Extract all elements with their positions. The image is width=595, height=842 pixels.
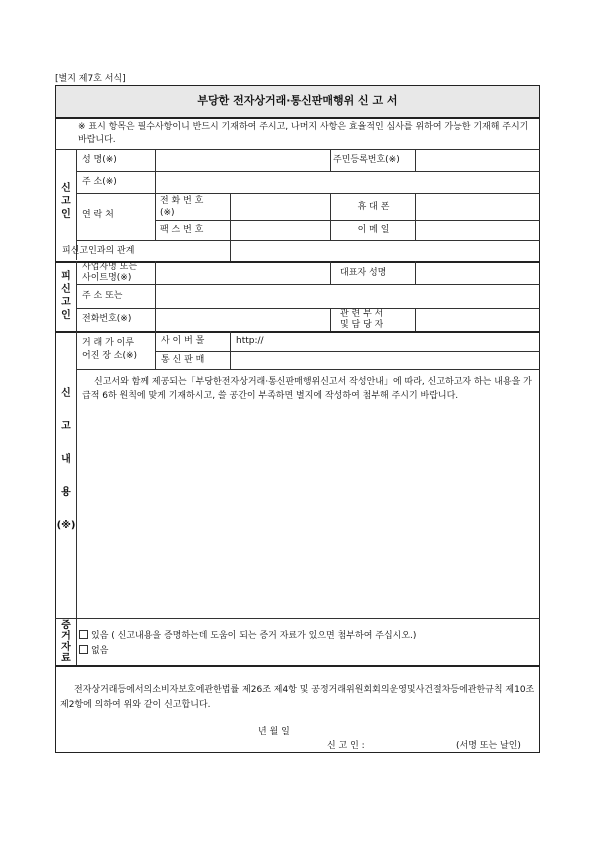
evidence-no-checkbox[interactable] — [79, 645, 88, 654]
reporter-sign-field[interactable] — [378, 738, 453, 752]
contact-label: 연 락 처 — [82, 210, 114, 220]
business-name-field[interactable] — [156, 262, 329, 284]
evidence-section-label: 증 거 자 료 — [61, 620, 71, 664]
mail-order-label: 통 신 판 매 — [161, 355, 205, 365]
relation-label: 피신고인과의 관계 — [62, 246, 135, 256]
content-section-label: 신 고 내 용 (※) — [56, 388, 76, 531]
phone-label: 전 화 번 호 (※) — [160, 196, 204, 218]
address-label: 주 소(※) — [82, 177, 117, 187]
respondent-phone-field[interactable] — [156, 309, 329, 331]
respondent-phone-label: 전화번호(※) — [82, 314, 132, 324]
content-instruction: 신고서와 함께 제공되는「부당한전자상거래·통신판매행위신고서 작성안내」에 따라, 신고하고자 하는 내용을 가급적 6하 원칙에 맞게 기재하시고, 쓸 공간이 부족하면 별지에 작성하여 첨부해 주시기 바랍니다. — [82, 377, 532, 401]
transaction-place-label: 거 래 가 이루 어진 장 소(※) — [82, 338, 138, 361]
department-label: 관 련 부 서 및 담 당 자 — [340, 309, 384, 330]
fax-field[interactable] — [231, 221, 329, 240]
form-title: 부당한 전자상거래·통신판매행위 신 고 서 — [197, 94, 398, 107]
mobile-label: 휴 대 폰 — [357, 202, 390, 212]
email-label: 이 메 일 — [357, 225, 390, 235]
cyber-mall-value[interactable]: http:// — [236, 336, 264, 346]
content-textarea[interactable] — [77, 420, 539, 617]
evidence-no-option[interactable] — [79, 645, 108, 657]
mobile-field[interactable] — [416, 194, 539, 220]
department-field[interactable] — [416, 309, 539, 331]
name-label: 성 명(※) — [82, 155, 117, 165]
resident-number-label: 주민등록번호(※) — [333, 155, 400, 165]
respondent-address-label: 주 소 또는 — [82, 291, 123, 301]
address-field[interactable] — [156, 172, 539, 193]
respondent-section-label: 피 신 고 인 — [61, 271, 71, 321]
date-label: 년 월 일 — [258, 727, 290, 737]
evidence-yes-label: 있음 ( 신고내용을 증명하는데 도움이 되는 증거 자료가 있으면 첨부하여 주십시오.) — [91, 631, 417, 641]
form-number: [별지 제7호 서식] — [55, 74, 126, 84]
reporter-section-label: 신 고 인 — [61, 183, 71, 220]
relation-field[interactable] — [231, 241, 539, 260]
respondent-address-field[interactable] — [156, 285, 539, 308]
business-name-label: 사업자명 또는 사이트명(※) — [82, 262, 138, 283]
evidence-yes-checkbox[interactable] — [79, 630, 88, 639]
reporter-sign-label: 신 고 인 : — [327, 741, 365, 751]
sign-note: (서명 또는 날인) — [456, 741, 521, 751]
email-field[interactable] — [416, 221, 539, 240]
phone-field[interactable] — [231, 194, 329, 220]
cyber-mall-label: 사 이 버 몰 — [161, 336, 205, 346]
representative-field[interactable] — [416, 262, 539, 284]
mail-order-field[interactable] — [231, 352, 539, 369]
evidence-yes-option[interactable] — [79, 630, 416, 642]
declaration-text: 전자상거래등에서의소비자보호에관한법률 제26조 제4항 및 공정거래위원회회의운영및사건절차등에관한규칙 제10조 제2항에 의하여 위와 같이 신고합니다. — [60, 685, 535, 710]
fax-label: 팩 스 번 호 — [160, 225, 204, 235]
resident-number-field[interactable] — [416, 150, 539, 171]
representative-label: 대표자 성명 — [340, 268, 387, 278]
name-field[interactable] — [156, 150, 329, 171]
notice-text: ※ 표시 항목은 필수사항이니 반드시 기재하여 주시고, 나머지 사항은 효율적인 심사를 위하여 가능한 기재해 주시기 바랍니다. — [78, 122, 529, 145]
evidence-no-label: 없음 — [91, 646, 109, 656]
